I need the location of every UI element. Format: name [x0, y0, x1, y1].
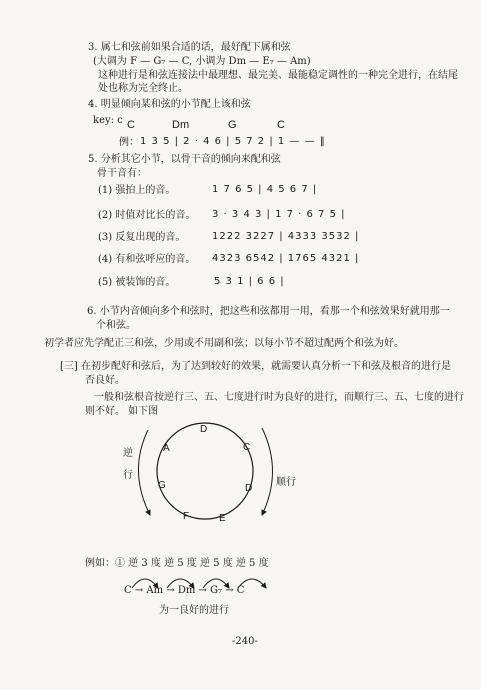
- key-label: key: c: [93, 115, 123, 126]
- circle-note-c: C: [243, 442, 251, 453]
- section3-line2: 否良好。: [85, 375, 125, 386]
- example-chain: C → Am → Dm → G₇ → C: [124, 585, 245, 596]
- row1-label: (1) 强拍上的音。: [98, 185, 176, 196]
- section3-line1: [三] 在初步配好和弦后，为了达到较好的效果，就需要认真分析一下和弦及根音的进行是: [60, 361, 451, 372]
- circle-note-g: G: [158, 480, 166, 491]
- circle-note-d-top: D: [200, 424, 208, 435]
- beginner-note: 初学者应先学配正三和弦，少用或不用副和弦；以每小节不超过配两个和弦为好。: [44, 338, 404, 349]
- circle-note-d-right: D: [245, 483, 253, 494]
- row1-notation: 1 7 6 5 | 4 5 6 7 |: [212, 184, 318, 195]
- item3-example: (大调为 F — G₇ — C, 小调为 Dm — E₇ — Am): [93, 56, 311, 67]
- row3-label: (3) 反复出现的音。: [98, 232, 186, 243]
- left-arrow: [138, 430, 150, 515]
- example-label: 例：: [119, 137, 139, 148]
- chord-g: G: [228, 119, 237, 131]
- item5-title: 5. 分析其它小节，以骨干音的倾向来配和弦: [88, 154, 281, 165]
- item6-line2: 个和弦。: [96, 320, 136, 331]
- item3-desc1: 这种进行是和弦连接法中最理想、最完美、最能稳定调性的一种完全进行，在结尾: [98, 70, 458, 81]
- row2-notation: 3 · 3 4 3 | 1 7 · 6 7 5 |: [212, 209, 346, 220]
- row3-notation: 1222 3227 | 4333 3532 |: [212, 231, 360, 242]
- row4-notation: 4323 6542 | 1765 4321 |: [212, 253, 360, 264]
- left-arrow-label: 逆 行: [123, 448, 133, 481]
- chord-dm: Dm: [172, 119, 190, 131]
- circle-note-e: E: [219, 513, 226, 524]
- right-arrow-label: 顺行: [276, 477, 296, 488]
- row2-label: (2) 时值对比长的音。: [98, 210, 196, 221]
- right-arrow: [262, 428, 273, 515]
- chord-c1: C: [127, 119, 135, 131]
- row5-label: (5) 被装饰的音。: [98, 277, 176, 288]
- circle-note-a: A: [163, 443, 170, 454]
- item4-title: 4. 明显倾向某和弦的小节配上该和弦: [88, 99, 251, 110]
- section3-line4: 则不好。 如下图: [85, 406, 159, 417]
- item3-desc2: 处也称为完全终止。: [98, 83, 188, 94]
- item3-title: 3. 属七和弦前如果合适的话，最好配下属和弦: [88, 42, 291, 53]
- page-number: -240-: [232, 636, 258, 647]
- section3-line3: 一般和弦根音按逆行三、五、七度进行时为良好的进行，而顺行三、五、七度的进行: [94, 392, 464, 403]
- item5-sub: 骨干音有：: [97, 168, 147, 179]
- item4-notation: 1 3 5 | 2 · 4 6 | 5 7 2 | 1 — — ‖: [140, 136, 326, 147]
- note-circle: [157, 423, 253, 519]
- row4-label: (4) 有和弦呼应的音。: [98, 254, 196, 265]
- example-caption: 为一良好的进行: [159, 605, 229, 616]
- example-label-line: 例如：① 逆 3 度 逆 5 度 逆 5 度 逆 5 度: [85, 558, 269, 569]
- row5-notation: 5 3 1 | 6 6 |: [214, 276, 285, 287]
- circle-note-f: F: [183, 511, 190, 522]
- item6-line1: 6. 小节内音倾向多个和弦时，把这些和弦都用一用，看那一个和弦效果好就用那一: [87, 306, 450, 317]
- chord-c2: C: [277, 119, 285, 131]
